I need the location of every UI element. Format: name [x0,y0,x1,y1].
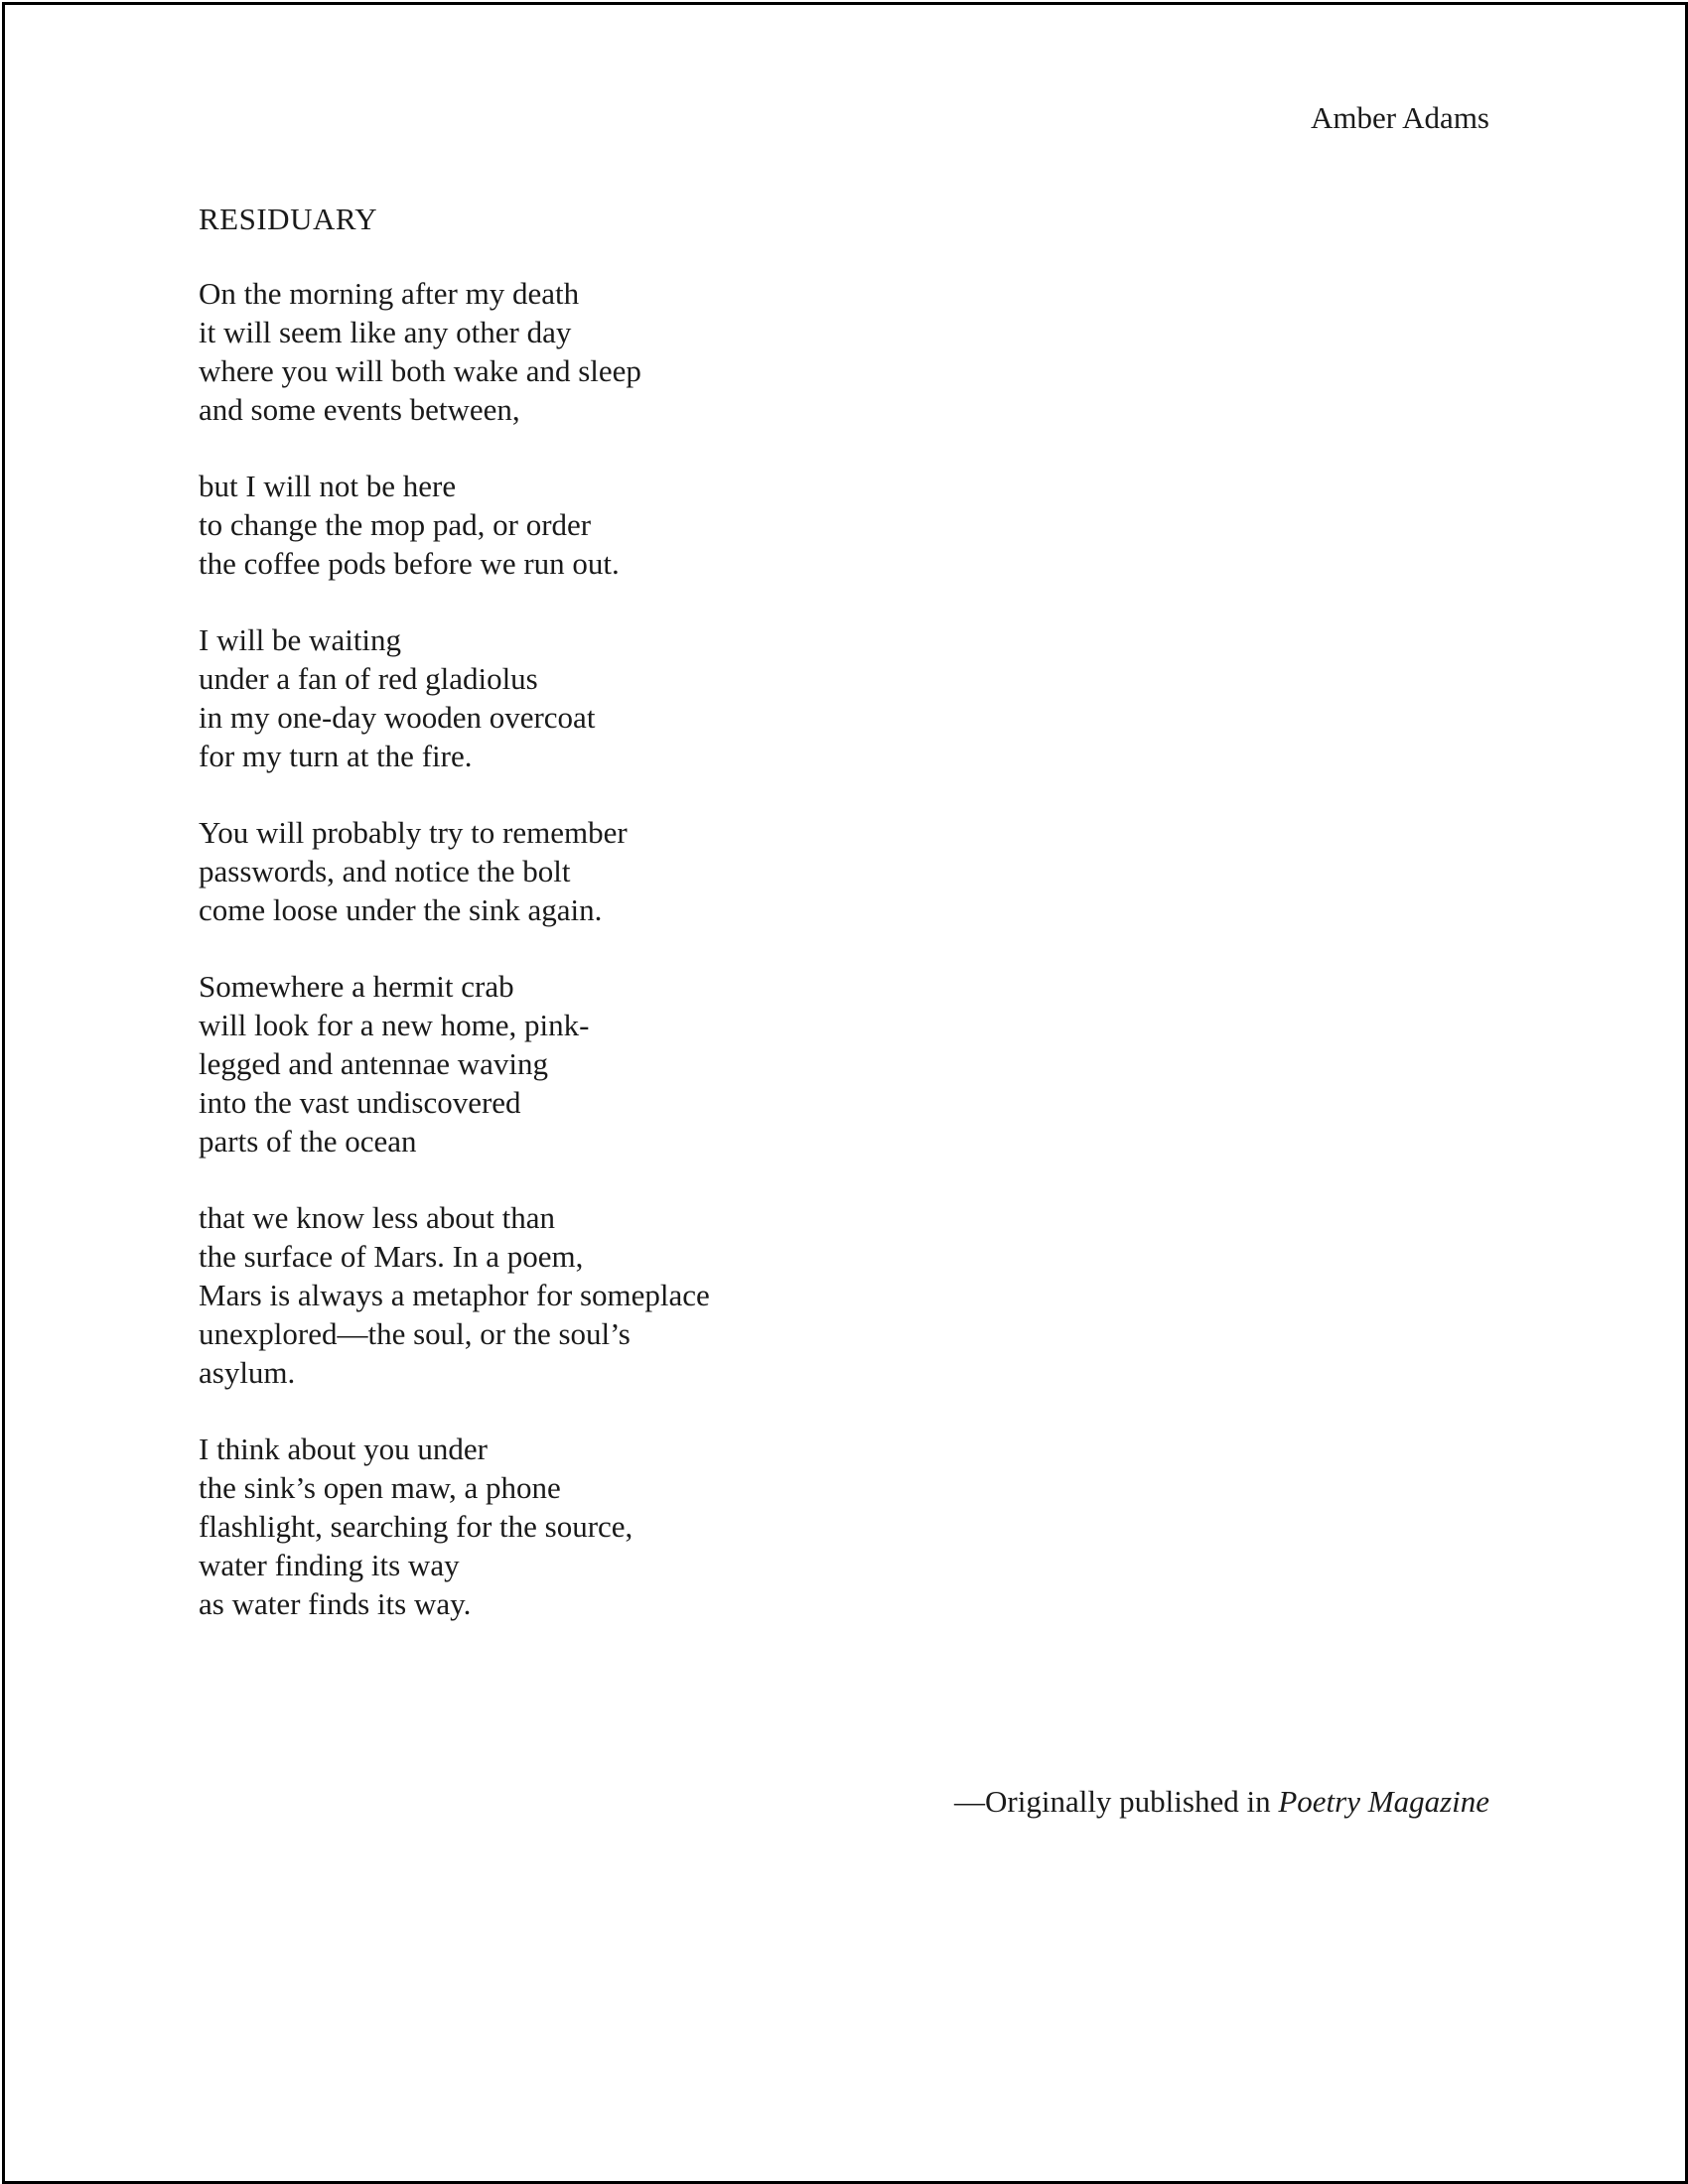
poem-line: where you will both wake and sleep [199,353,641,388]
poem-line: under a fan of red gladiolus [199,661,538,696]
poem-title: RESIDUARY [199,202,378,236]
poem-line: You will probably try to remember [199,815,628,850]
poem-line: that we know less about than [199,1200,556,1235]
poem-line: and some events between, [199,392,520,427]
poem-line: parts of the ocean [199,1124,417,1159]
poem-line: come loose under the sink again. [199,892,603,927]
stanza [199,967,1092,1160]
stanza [199,467,1092,583]
stanza [199,274,1092,429]
poem-line: legged and antennae waving [199,1046,549,1081]
poem-line: will look for a new home, pink- [199,1008,590,1042]
poem-line: water finding its way [199,1548,460,1582]
stanza [199,1430,1092,1623]
poem-line: asylum. [199,1355,296,1390]
poem-line: the sink’s open maw, a phone [199,1470,561,1505]
poem-line: as water finds its way. [199,1586,472,1621]
poem-line: flashlight, searching for the source, [199,1509,633,1544]
poem-line: On the morning after my death [199,276,580,311]
poem-line: the coffee pods before we run out. [199,546,620,581]
poem-line: I think about you under [199,1432,489,1466]
poem-body [199,274,1092,1661]
stanza [199,620,1092,775]
poem-line: the surface of Mars. In a poem, [199,1239,584,1274]
poem-line: unexplored—the soul, or the soul’s [199,1316,631,1351]
stanza [199,813,1092,929]
poem-line: passwords, and notice the bolt [199,854,571,888]
poem-line: but I will not be here [199,469,457,503]
poem-line: to change the mop pad, or order [199,507,592,542]
poem-line: Mars is always a metaphor for someplace [199,1278,710,1312]
publication-name: Poetry Magazine [1278,1784,1489,1819]
poem-line: into the vast undiscovered [199,1085,521,1120]
poem-line: Somewhere a hermit crab [199,969,514,1004]
stanza [199,1198,1092,1392]
attribution-prefix: —Originally published in [954,1784,1279,1819]
poem-line: in my one-day wooden overcoat [199,700,596,735]
poem-line: for my turn at the fire. [199,739,473,773]
author-name: Amber Adams [1311,100,1489,135]
publication-attribution [954,1779,1489,1825]
poem-line: I will be waiting [199,622,402,657]
poem-line: it will seem like any other day [199,315,572,349]
